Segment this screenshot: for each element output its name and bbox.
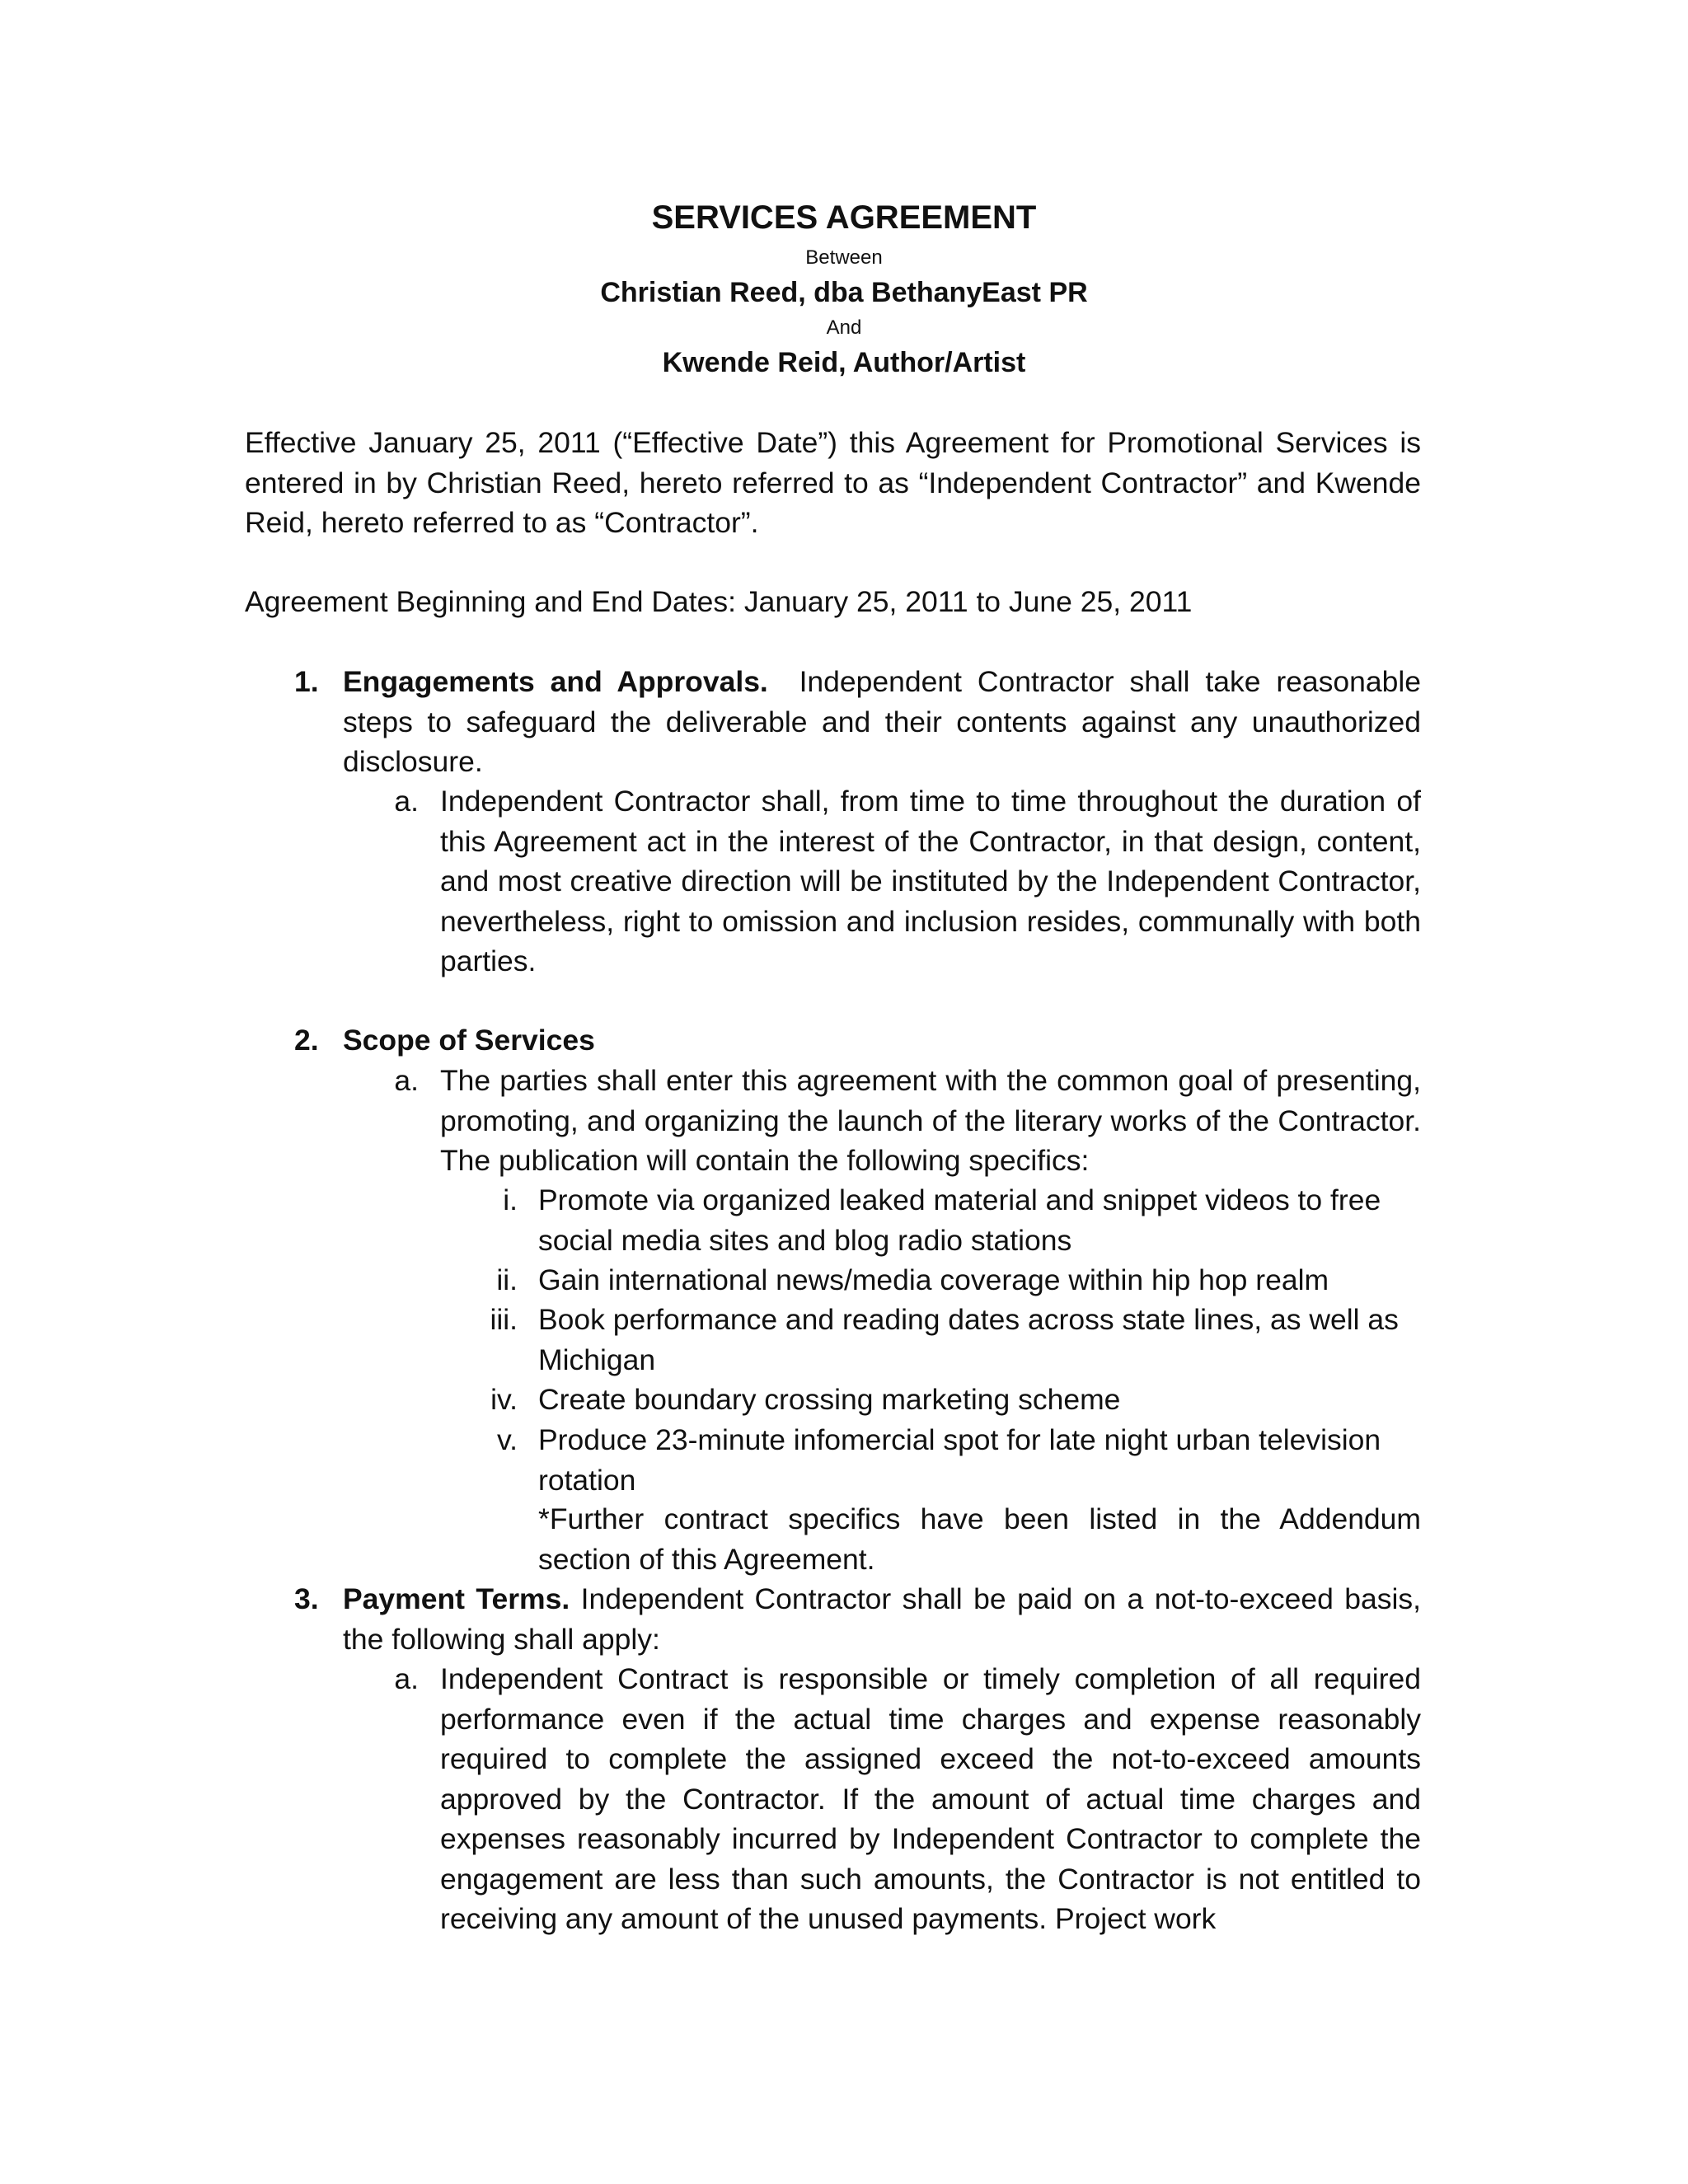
section-3-item-a-marker: a. [394,1662,419,1695]
subitem-iii-marker: iii. [490,1303,518,1336]
subitem-ii-text: Gain international news/media coverage within hip hop realm [538,1263,1329,1296]
section-2-heading: Scope of Services [343,1024,595,1057]
party-two-name: Kwende Reid, Author/Artist [662,347,1026,378]
section-2-item-a-text: The parties shall enter this agreement with the common goal of presenting, promoting, and organizing the launch of the literary works of the Contractor. The publication will contain the following specifics: [440,1064,1421,1177]
section-1-item-a-marker: a. [394,785,419,818]
section-1-paragraph [343,662,1421,782]
section-1-body: Independent Contractor shall take reasonable steps to safeguard the deliverable and their contents against any unauthorized disclosure. [343,665,1421,778]
subitem-iv-marker: iv. [490,1383,518,1416]
subitem-i-marker: i. [503,1183,518,1216]
between-label: Between [805,246,883,269]
section-3-heading: Payment Terms. [343,1582,570,1615]
subitem-v-text: Produce 23-minute infomercial spot for late night urban television rotation [538,1423,1381,1497]
subitem-i-text: Promote via organized leaked material and snippet videos to free social media sites and blog radio stations [538,1183,1381,1257]
section-3-body: Independent Contractor shall be paid on a not-to-exceed basis, the following shall apply: [343,1582,1421,1656]
section-3-paragraph [343,1579,1421,1659]
and-label: And [826,316,862,339]
addendum-note: *Further contract specifics have been listed in the Addendum section of this Agreement. [538,1502,1421,1576]
subitem-iv-text: Create boundary crossing marketing scheme [538,1383,1121,1416]
agreement-dates-line: Agreement Beginning and End Dates: January 25, 2011 to June 25, 2011 [245,585,1193,618]
subitem-ii-marker: ii. [496,1263,518,1296]
subitem-v-marker: v. [497,1423,518,1456]
subitem-iii-text: Book performance and reading dates across state lines, as well as Michigan [538,1303,1399,1376]
section-3-number: 3. [294,1582,319,1615]
section-2-number: 2. [294,1024,319,1057]
intro-paragraph: Effective January 25, 2011 (“Effective Date”) this Agreement for Promotional Services is entered in by Christian Reed, hereto referred to as “Independent Contractor” and Kwende Reid, hereto referred to as “Contractor”. [245,426,1421,539]
section-1-heading: Engagements and Approvals. [343,665,768,698]
document-title: SERVICES AGREEMENT [651,199,1037,236]
section-1-number: 1. [294,665,319,698]
section-1-item-a-text: Independent Contractor shall, from time to time throughout the duration of this Agreement act in the interest of the Contractor, in that design, content, and most creative direction will be instituted by the Independent Contractor, nevertheless, right to omission and inclusion resides, communally with both parties. [440,785,1421,977]
party-one-name: Christian Reed, dba BethanyEast PR [600,277,1088,308]
section-3-item-a-text: Independent Contract is responsible or timely completion of all required performance even if the actual time charges and expense reasonably required to complete the assigned exceed the not-to-exceed amounts approved by the Contractor. If the amount of actual time charges and expenses reasonably incurred by Independent Contractor to complete the engagement are less than such amounts, the Contractor is not entitled to receiving any amount of the unused payments. Project work [440,1662,1421,1935]
section-2-item-a-marker: a. [394,1064,419,1097]
